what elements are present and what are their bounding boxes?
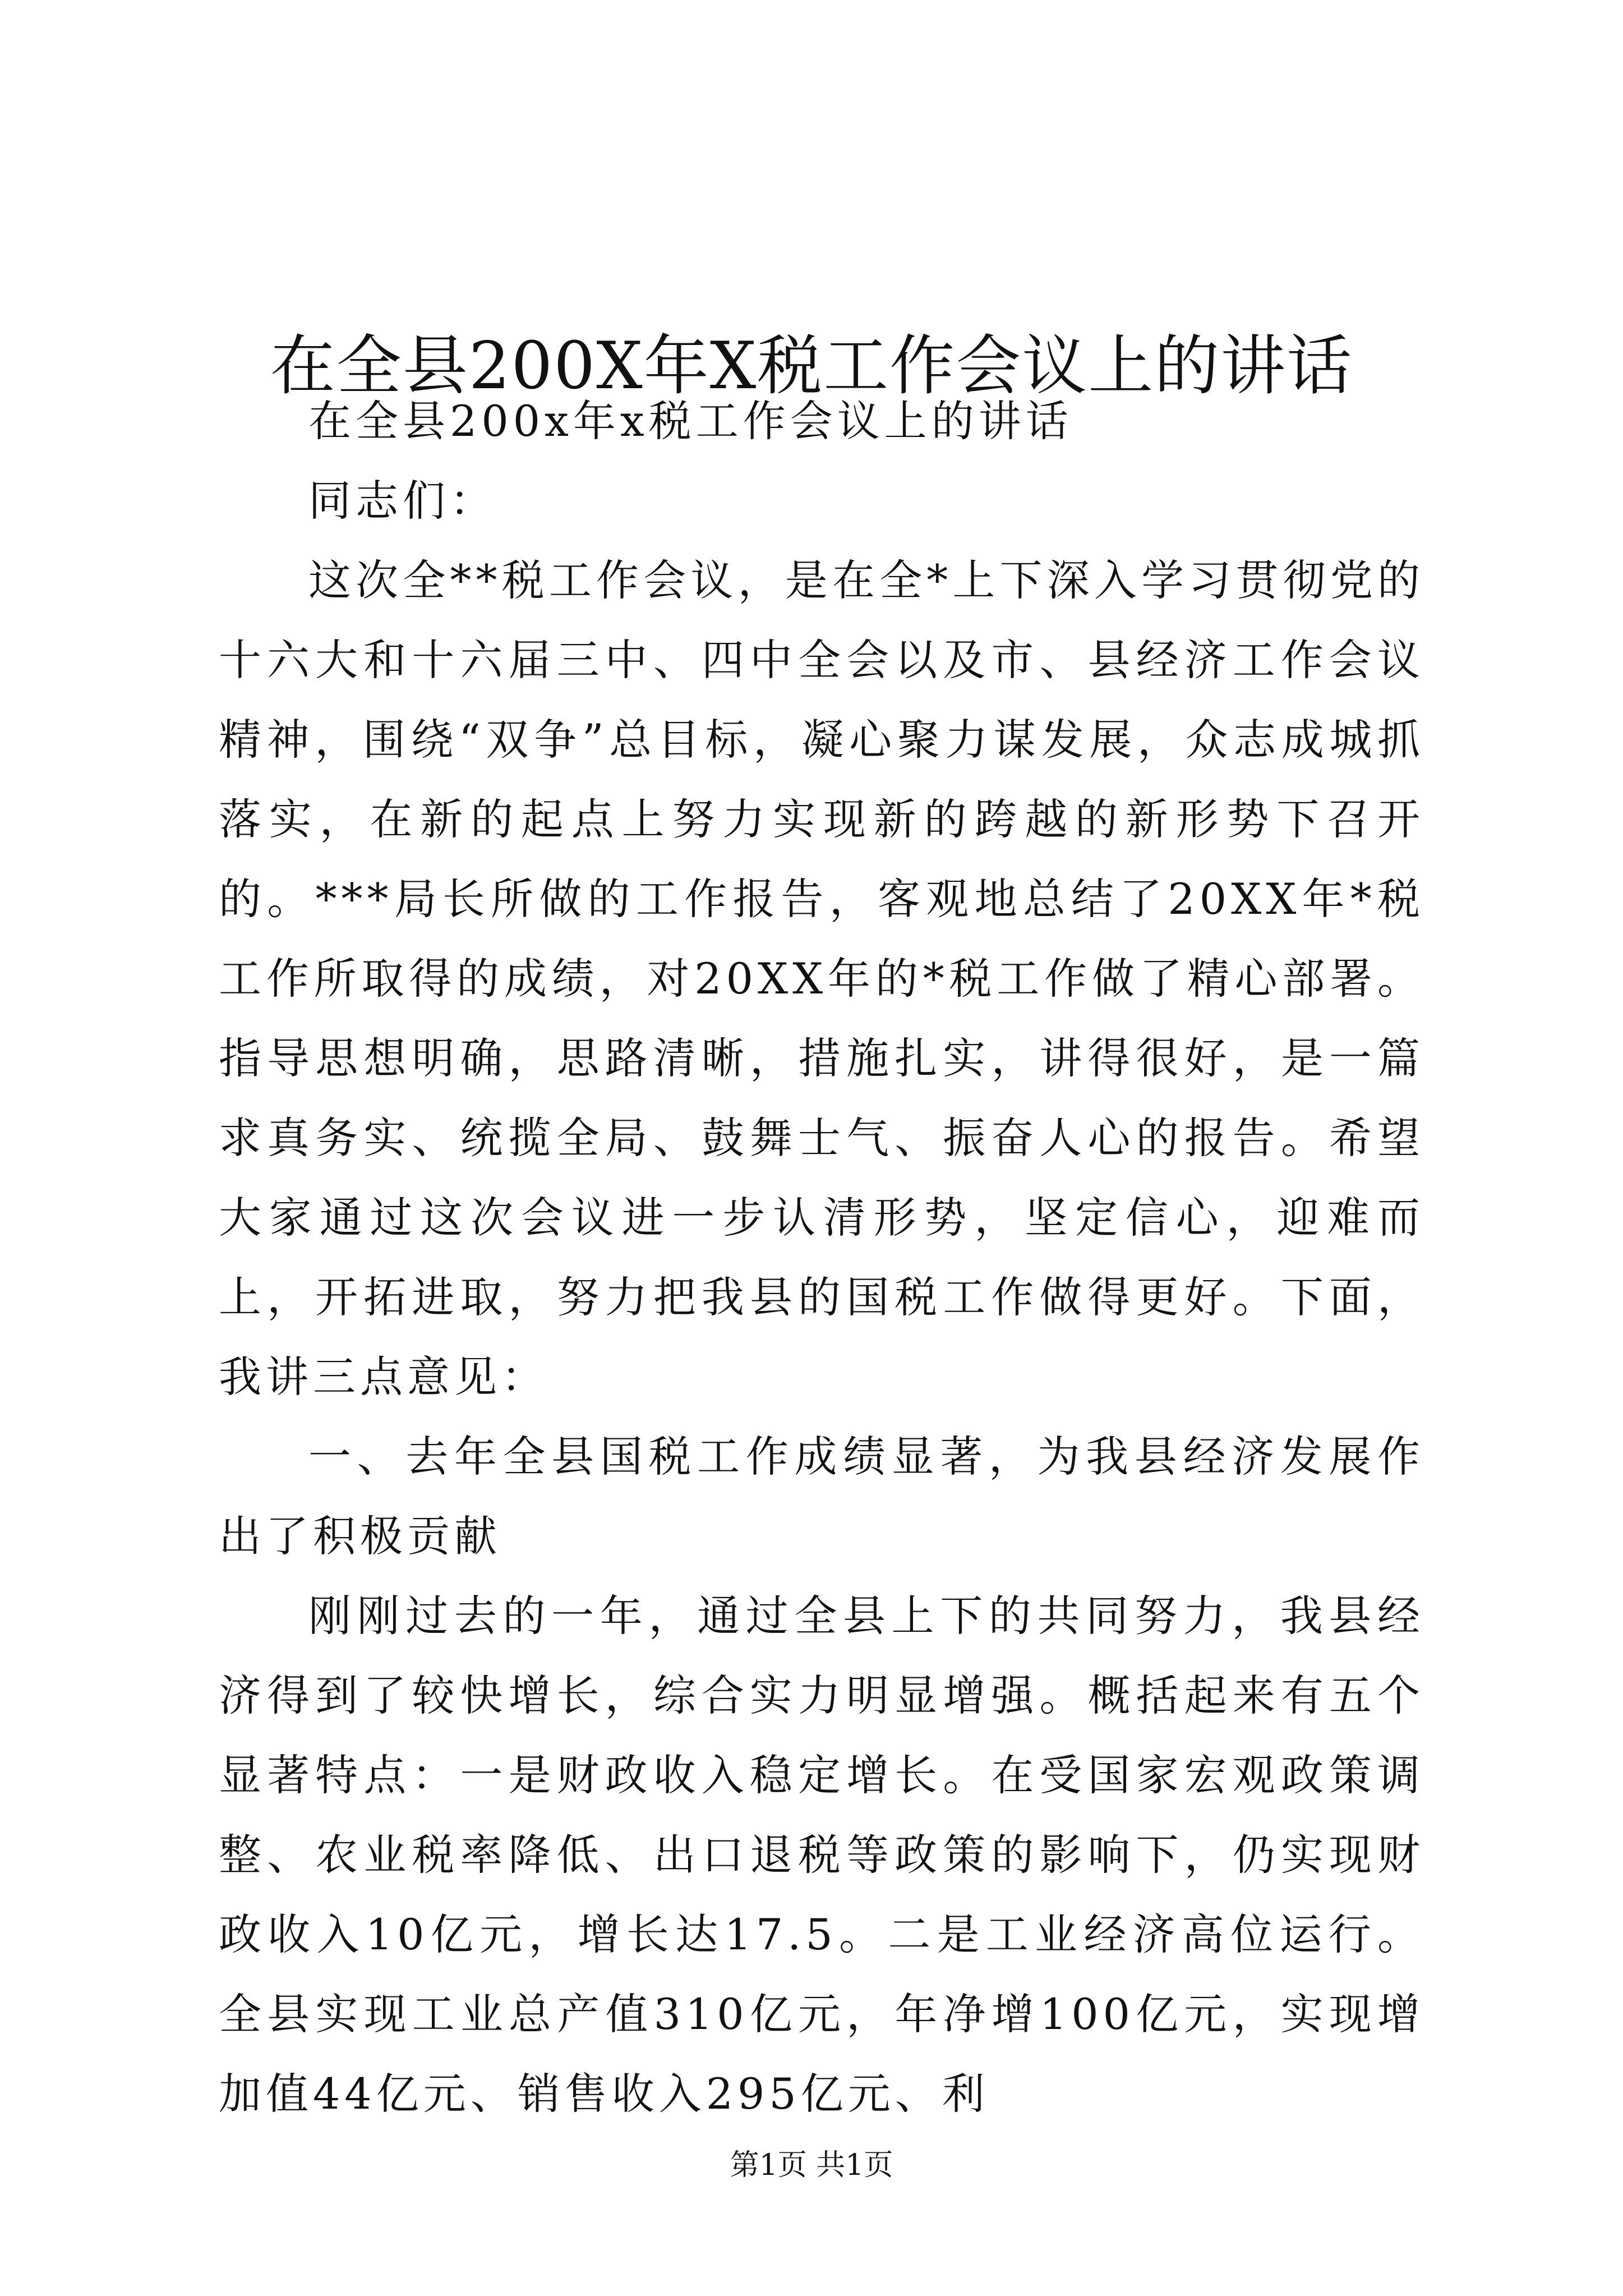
- document-title: 在全县200X年X税工作会议上的讲话: [270, 328, 1353, 404]
- subtitle-paragraph: 在全县200x年x税工作会议上的讲话: [308, 396, 1073, 446]
- page-footer: 第1页 共1页: [730, 2148, 893, 2182]
- achievements-paragraph: 刚刚过去的一年，通过全县上下的共同努力，我县经济得到了较快增长，综合实力明显增强。概括起来有五个显著特点：一是财政收入稳定增长。在受国家宏观政策调整、农业税率降低、出口退税等政策的影响下，仍实现财政收入10亿元，增长达17.5。二是工业经济高位运行。全县实现工业总产值310亿元，年净增100亿元，实现增加值44亿元、销售收入295亿元、利: [219, 1591, 1424, 2119]
- salutation-paragraph: 同志们：: [308, 476, 497, 526]
- document-body: [219, 381, 1424, 2134]
- section-heading-paragraph: 一、去年全县国税工作成绩显著，为我县经济发展作出了积极贡献: [219, 1432, 1424, 1561]
- intro-paragraph: 这次全**税工作会议，是在全*上下深入学习贯彻党的十六大和十六届三中、四中全会以及市、县经济工作会议精神，围绕“双争”总目标，凝心聚力谋发展，众志成城抓落实，在新的起点上努力实现新的跨越的新形势下召开的。***局长所做的工作报告，客观地总结了20XX年*税工作所取得的成绩，对20XX年的*税工作做了精心部署。指导思想明确，思路清晰，措施扎实，讲得很好，是一篇求真务实、统揽全局、鼓舞士气、振奋人心的报告。希望大家通过这次会议进一步认清形势，坚定信心，迎难而上，开拓进取，努力把我县的国税工作做得更好。下面，我讲三点意见：: [219, 555, 1424, 1402]
